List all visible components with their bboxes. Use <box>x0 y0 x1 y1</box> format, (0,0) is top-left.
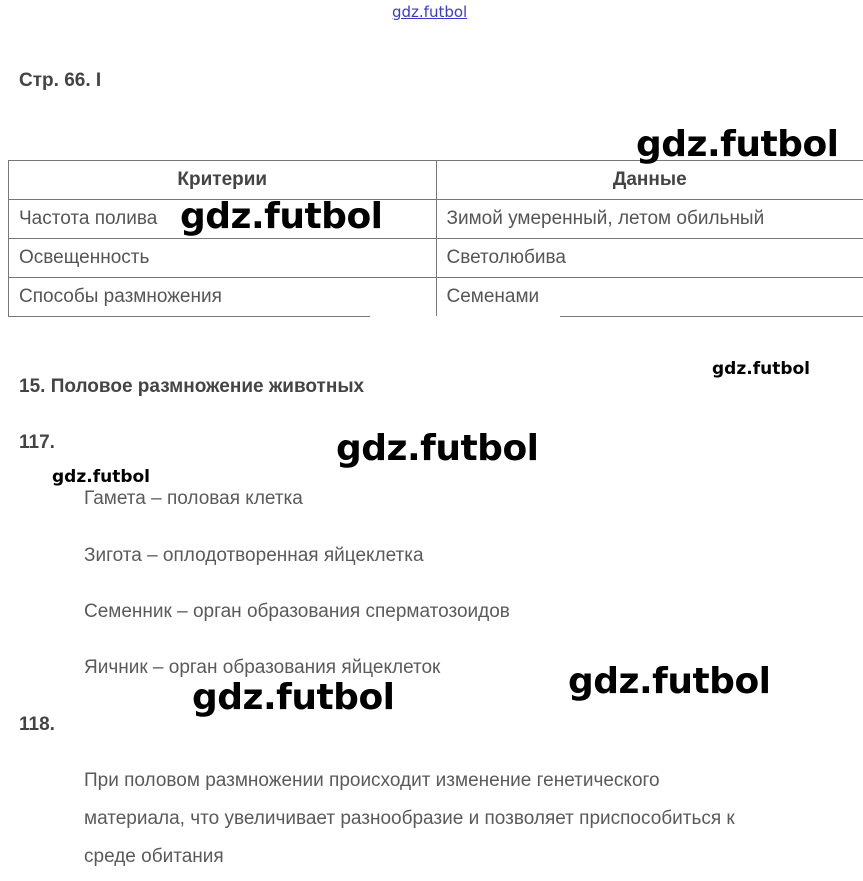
table-cell: Зимой умеренный, летом обильный <box>436 200 863 239</box>
definition-line: Зигота – оплодотворенная яйцеклетка <box>84 545 424 566</box>
answer-line: материала, что увеличивает разнообразие и позволяет приспособиться к <box>84 808 735 829</box>
answer-line: среде обитания <box>84 846 224 867</box>
task-number: 117. <box>19 432 55 453</box>
table-cell: Семенами <box>436 278 863 317</box>
watermark: gdz.futbol <box>52 467 150 487</box>
table-cell: Освещенность <box>9 239 437 278</box>
table-header-cell: Критерии <box>9 161 437 200</box>
watermark: gdz.futbol <box>568 661 771 702</box>
watermark-link[interactable]: gdz.futbol <box>392 3 468 21</box>
table-header-row <box>9 161 863 200</box>
table-cell: Способы размножения <box>9 278 437 317</box>
page-heading: Стр. 66. I <box>19 70 102 91</box>
watermark: gdz.futbol <box>336 428 539 469</box>
table-cell: Светолюбива <box>436 239 863 278</box>
section-heading: 15. Половое размножение животных <box>19 376 365 397</box>
answer-line: При половом размножении происходит изменение генетического <box>84 770 660 791</box>
task-number: 118. <box>19 714 55 735</box>
table-bottom-border <box>8 316 370 317</box>
table-row <box>9 278 863 317</box>
criteria-table <box>8 160 863 316</box>
definition-line: Семенник – орган образования сперматозоидов <box>84 601 510 622</box>
watermark: gdz.futbol <box>180 196 383 237</box>
table-bottom-border <box>560 316 863 317</box>
definition-line: Гамета – половая клетка <box>84 488 303 509</box>
table-cell: Частота полива <box>9 200 437 239</box>
watermark: gdz.futbol <box>636 124 839 165</box>
table-row <box>9 200 863 239</box>
table-row <box>9 239 863 278</box>
watermark: gdz.futbol <box>712 359 810 379</box>
definition-line: Яичник – орган образования яйцеклеток <box>84 657 441 678</box>
watermark: gdz.futbol <box>192 677 395 718</box>
table-header-cell: Данные <box>436 161 863 200</box>
